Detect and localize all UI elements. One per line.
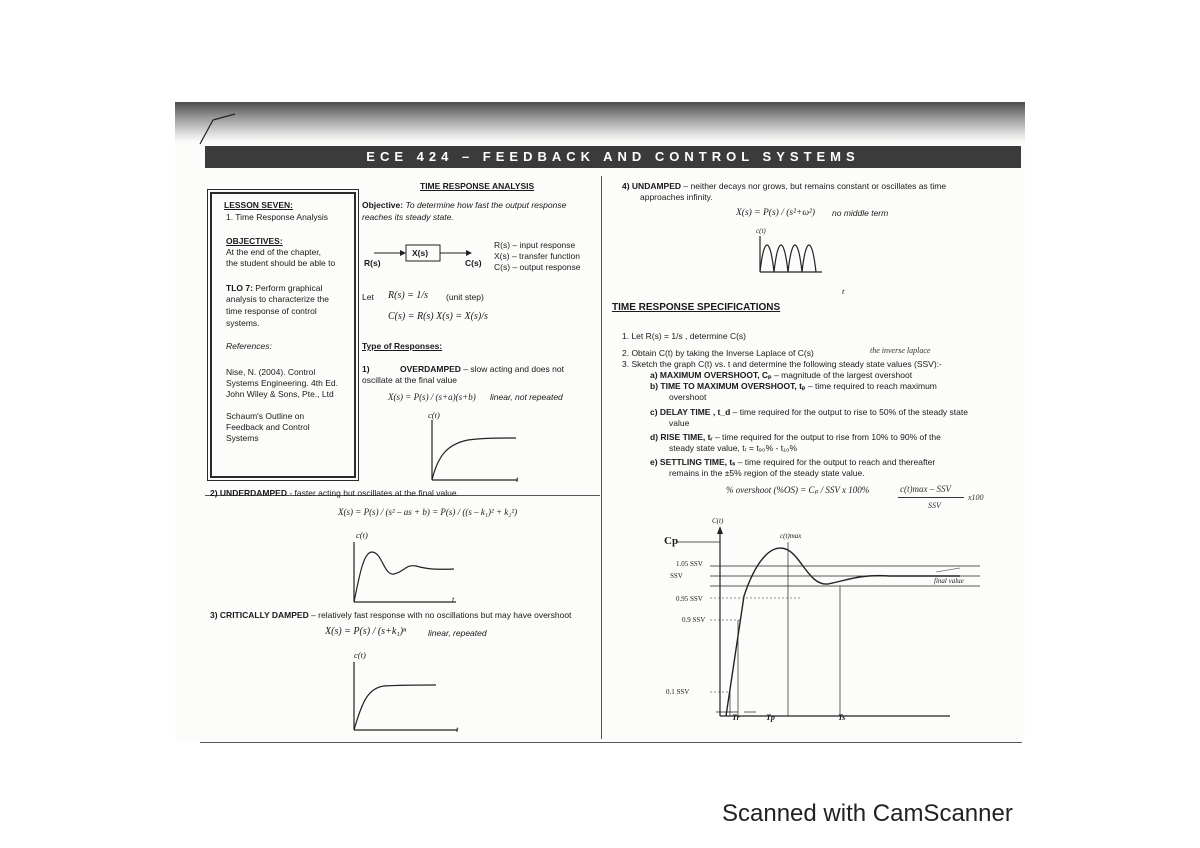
type4-t-label: t [842,286,845,296]
type4-desc-1: – neither decays nor grows, but remains constant or oscillates as time [683,181,947,191]
type1-note: linear, not repeated [490,392,563,402]
graph-final-value-label: final value [934,577,964,585]
graph-09-label: 0.9 SSV [682,616,706,624]
type3-ct-label: c(t) [354,650,366,660]
ref2-line-3: Systems [226,433,259,443]
column-divider [601,176,602,739]
type1-number: 1) [362,364,370,374]
spec-step-3: 3. Sketch the graph C(t) vs. t and determine the following steady state values (SSV):- [622,359,942,369]
type1-equation: X(s) = P(s) / (s+a)(s+b) [388,392,476,402]
type2-ct-label: c(t) [356,530,368,540]
unit-step-note: (unit step) [446,292,484,302]
type3-note: linear, repeated [428,628,487,638]
type2-t-label: t [452,594,455,604]
type1-desc-1: – slow acting and does not [463,364,564,374]
scan-shadow [175,102,1025,142]
type4-note: no middle term [832,208,889,218]
references-heading: References: [226,341,272,351]
objective-label: Objective: [362,200,404,210]
objective-text-2: reaches its steady state. [362,212,454,222]
type3-t-label: t [456,724,459,734]
tlo-line-3: time response of control [226,306,317,316]
type2-desc: - faster acting but oscillates at the final value. [289,488,459,498]
handwritten-note-4: x100 [968,493,984,502]
spec-d-desc-2: steady state value, tᵣ = t₉₀% - t₁₀% [669,443,798,453]
input-label: R(s) [364,258,381,268]
underdamped-graph [350,542,460,604]
course-title-banner: ECE 424 – FEEDBACK AND CONTROL SYSTEMS [205,146,1021,168]
type1-ct-label: c(t) [428,410,440,420]
legend-output: C(s) – output response [494,262,581,272]
legend-transfer: X(s) – transfer function [494,251,580,261]
type4-ct-label: c(t) [756,227,766,235]
tlo-label: TLO 7: [226,283,253,293]
type3-title: 3) CRITICALLY DAMPED [210,610,309,620]
type1-desc-2: oscillate at the final value [362,375,457,385]
handwritten-note-2: c(t)max – SSV [900,484,951,494]
spec-b-desc: – time required to reach maximum [807,381,937,391]
section-title: TIME RESPONSE ANALYSIS [420,181,535,191]
handwritten-note-3: SSV [928,501,941,510]
spec-e-desc-2: remains in the ±5% region of the steady state value. [669,468,865,478]
output-label: C(s) [465,258,482,268]
type1-title: OVERDAMPED [400,364,461,374]
type3-equation: X(s) = P(s) / (s+k₁)ⁿ [325,626,407,637]
spec-d-title: d) RISE TIME, tᵣ [650,432,713,442]
graph-ctmax-label: c(t)max [780,532,802,540]
time-response-spec-graph [660,520,1020,730]
ref1-line-1: Nise, N. (2004). Control [226,367,316,377]
spec-c-title: c) DELAY TIME , t_d [650,407,731,417]
spec-c-desc: – time required for the output to rise to 50% of the steady state [732,407,968,417]
spec-c-desc-2: value [669,418,690,428]
type3-desc: – relatively fast response with no oscillations but may have overshoot [311,610,572,620]
objectives-line-1: At the end of the chapter, [226,247,321,257]
spec-d-desc: – time required for the output to rise from 10% to 90% of the [714,432,941,442]
handwritten-note-1: the inverse laplace [870,346,931,355]
eq-cs: C(s) = R(s) X(s) = X(s)/s [388,311,488,322]
graph-01-label: 0.1 SSV [666,688,690,696]
tlo-line-4: systems. [226,318,260,328]
objectives-line-2: the student should be able to [226,258,336,268]
type1-t-label: t [516,474,519,484]
eq-rs: R(s) = 1/s [388,290,429,301]
ref1-line-2: Systems Engineering. 4th Ed. [226,378,338,388]
spec-b-desc-2: overshoot [669,392,707,402]
type2-title: 2) UNDERDAMPED [210,488,287,498]
bottom-divider [200,742,1022,743]
spec-a-title: a) MAXIMUM OVERSHOOT, Cₚ [650,370,772,380]
type4-title: 4) UNDAMPED [622,181,682,191]
type4-desc-2: approaches infinity. [640,192,713,202]
spec-heading: TIME RESPONSE SPECIFICATIONS [612,302,781,313]
graph-ssv-label: SSV [670,572,683,580]
spec-b-title: b) TIME TO MAXIMUM OVERSHOOT, tₚ [650,381,806,391]
spec-step-1: 1. Let R(s) = 1/s , determine C(s) [622,331,746,341]
graph-095-label: 0.95 SSV [676,595,703,603]
let-label: Let [362,292,374,302]
lesson-heading: LESSON SEVEN: [224,200,293,210]
tlo-line-1: Perform graphical [255,283,323,293]
undamped-graph [756,236,846,292]
objectives-heading: OBJECTIVES: [226,236,283,246]
graph-ct-label: C(t) [712,517,724,525]
spec-e-desc: – time required for the output to reach and thereafter [737,457,936,467]
spec-e-title: e) SETTLING TIME, tₛ [650,457,736,467]
types-heading: Type of Responses: [362,341,443,351]
graph-cp-label: Cp [664,535,679,547]
spec-a-desc: – magnitude of the largest overshoot [774,370,913,380]
type4-equation: X(s) = P(s) / (s²+ω²) [736,208,816,218]
critically-damped-graph [350,662,462,732]
graph-105-label: 1.05 SSV [676,560,703,568]
ref2-line-2: Feedback and Control [226,422,310,432]
legend-input: R(s) – input response [494,240,576,250]
objective-text-1: To determine how fast the output response [405,200,567,210]
spec-step-2: 2. Obtain C(t) by taking the Inverse Laplace of C(s) [622,348,814,358]
handwritten-fraction-bar [898,497,964,498]
lesson-item: 1. Time Response Analysis [226,212,329,222]
graph-ts-label: Ts [838,713,846,722]
graph-tr-label: Tr [732,713,740,722]
ref2-line-1: Schaum's Outline on [226,411,305,421]
transfer-block-label: X(s) [412,248,429,258]
camscanner-watermark: Scanned with CamScanner [722,800,1013,827]
overdamped-graph [428,420,520,482]
overshoot-formula: % overshoot (%OS) = Cₚ / SSV x 100% [726,485,870,495]
type2-equation: X(s) = P(s) / (s² – as + b) = P(s) / ((s – k₁)² + k₂²) [338,507,518,517]
ref1-line-3: John Wiley & Sons, Pte., Ltd [226,389,334,399]
tlo-line-2: analysis to characterize the [226,294,329,304]
graph-tp-label: Tp [766,713,775,722]
